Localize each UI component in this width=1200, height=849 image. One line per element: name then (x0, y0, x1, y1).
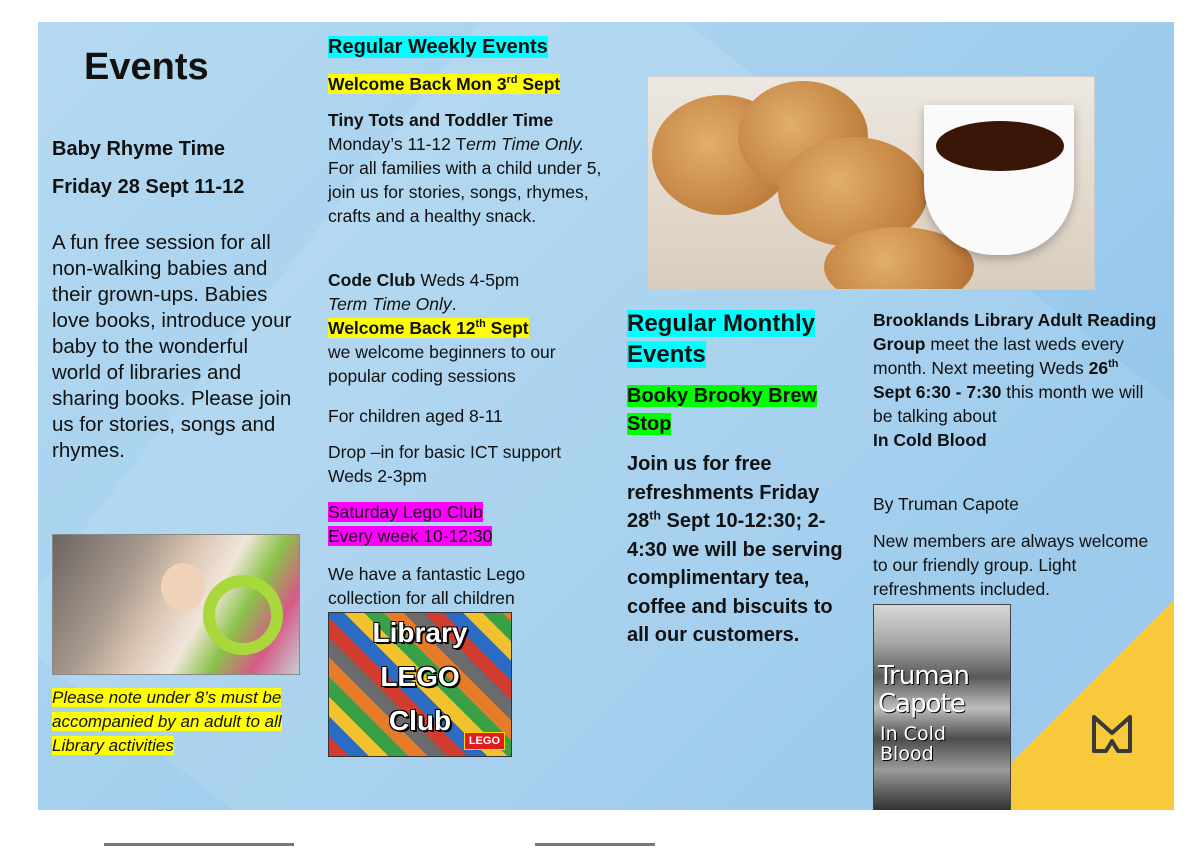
monthly-heading-line2: Events (627, 341, 706, 368)
lego-img-line1: Library (372, 617, 468, 648)
monthly-heading-line1: Regular Monthly (627, 310, 816, 337)
new-members: New members are always welcome to our friendly group. Light refreshments included. (873, 531, 1149, 599)
code-welcome-month: Sept (485, 318, 529, 338)
reading-group-body2: this month we will be talking about (873, 382, 1144, 426)
tiny-tots-term: erm Time Only. (466, 134, 585, 154)
baby-reading-photo (52, 534, 300, 675)
tiny-tots-time: Monday’s 11-12 T (328, 134, 467, 154)
booky-desc-rest: Sept 10-12:30; 2- 4:30 we will be serving complimentary tea, coffee and biscuits to all our customers. (627, 510, 843, 646)
lego-club-time: Every week 10-12:30 (328, 526, 493, 546)
book-title: In Cold Blood (873, 430, 987, 450)
lego-description: We have a fantastic Lego collection for all children (328, 564, 526, 608)
lego-club-image (328, 612, 512, 757)
cover-author-last: Capote (878, 689, 965, 719)
welcome-back-mon-sup: rd (506, 74, 518, 87)
lego-logo: LEGO (464, 732, 505, 750)
flyer-sheet (38, 22, 1174, 810)
code-club-term: Term Time Only (328, 294, 452, 314)
cover-title-2: Blood (880, 743, 934, 765)
code-club-body: we welcome beginners to our popular coding sessions (328, 342, 556, 386)
booky-description (627, 450, 852, 650)
age-note-text: Please note under 8’s must be accompanied by an adult to all Library activities (52, 688, 282, 755)
age-note (52, 686, 302, 758)
booky-desc-text: Join us for free refreshments Friday 28 (627, 453, 820, 532)
lego-club-block (328, 500, 603, 548)
meeting-time: Sept 6:30 - 7:30 (873, 382, 1002, 402)
book-author: By Truman Capote (873, 494, 1019, 514)
booky-line2: Stop (627, 413, 672, 435)
page-edge-mark (104, 843, 294, 846)
in-cold-blood-cover (873, 604, 1011, 810)
tiny-tots-body: For all families with a child under 5, join us for stories, songs, rhymes, crafts and a healthy snack. (328, 158, 602, 226)
tiny-tots-block (328, 108, 603, 228)
booky-brooky-heading (627, 382, 857, 438)
booky-line1: Booky Brooky Brew (627, 385, 818, 407)
toy-ring (203, 575, 283, 655)
reading-group-body: meet the last weds every month. Next meeting Weds (873, 334, 1124, 378)
welcome-back-mon-text: Welcome Back Mon 3 (328, 74, 507, 94)
code-club-time: Weds 4-5pm (415, 270, 520, 290)
reading-group-title: Brooklands Library Adult Reading Group (873, 310, 1157, 354)
drop-in-ict: Drop –in for basic ICT support Weds 2-3pm (328, 442, 562, 486)
lego-img-line3: Club (388, 705, 452, 736)
baby-rhyme-date: Friday 28 Sept 11-12 (52, 176, 245, 198)
code-club-block: Code Club Weds 4-5pm Term Time Only. Welcome Back 12th Sept we welcome beginners to our popular coding sessions (328, 268, 603, 388)
page-edge-mark (535, 843, 655, 846)
reading-group-block (873, 308, 1158, 452)
monthly-heading (627, 308, 857, 370)
cover-author-first: Truman (878, 661, 969, 691)
baby-rhyme-description: A fun free session for all non-walking babies and their grown-ups. Babies love books, introduce your baby to the wonderful world of libraries and sharing books. Please join us for stories, songs and rhymes. (52, 231, 292, 462)
welcome-back-mon-month: Sept (517, 74, 561, 94)
cover-title-1: In Cold (880, 723, 946, 745)
lego-img-line2: LEGO (380, 661, 460, 692)
baby-rhyme-title: Baby Rhyme Time (52, 138, 226, 160)
children-age: For children aged 8-11 (328, 406, 503, 426)
tiny-tots-title: Tiny Tots and Toddler Time (328, 110, 554, 130)
weekly-heading-text: Regular Weekly Events (328, 36, 548, 58)
library-logo-icon (1090, 711, 1134, 755)
booky-desc-sup: th (649, 508, 661, 523)
code-welcome-sup: th (475, 318, 486, 331)
tea-and-cookies-photo (647, 76, 1095, 290)
tea (936, 121, 1064, 171)
events-title: Events (84, 46, 209, 88)
meeting-date-sup: th (1108, 358, 1119, 371)
meeting-date: 26 (1088, 358, 1109, 378)
baby-face (161, 563, 205, 611)
welcome-back-mon (328, 72, 603, 96)
lego-club-title: Saturday Lego Club (328, 502, 483, 522)
code-welcome-text: Welcome Back 12 (328, 318, 476, 338)
code-club-title: Code Club (328, 270, 416, 290)
weekly-heading (328, 34, 603, 60)
